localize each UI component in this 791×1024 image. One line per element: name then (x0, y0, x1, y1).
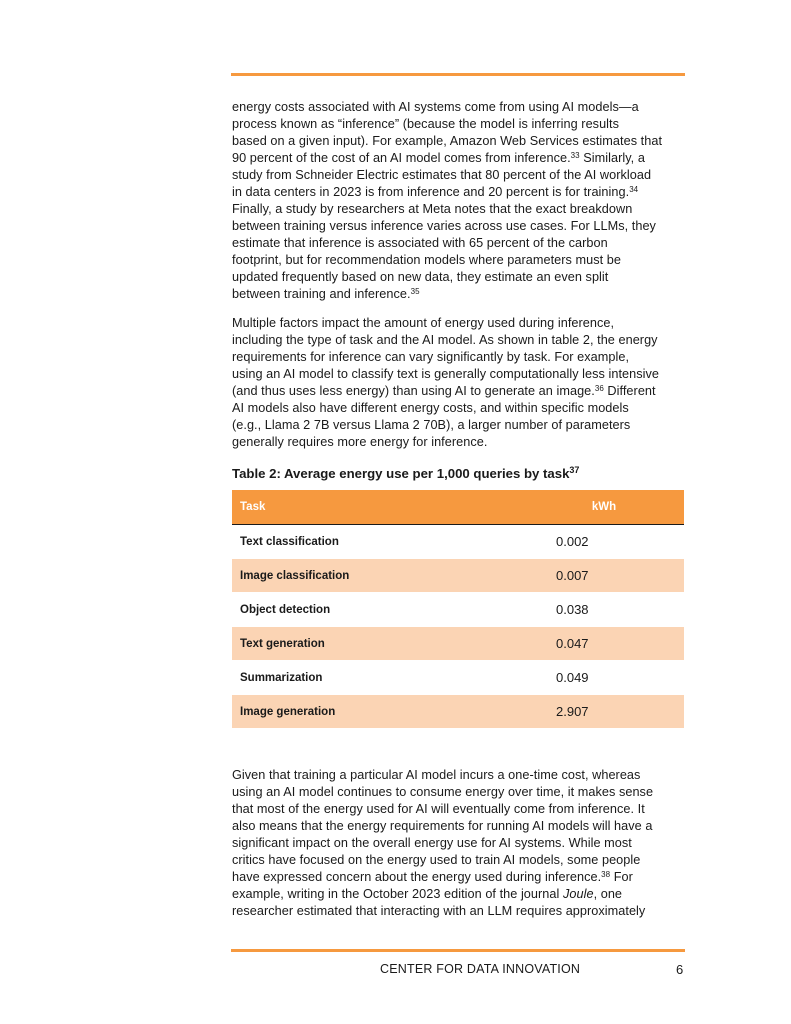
text-line: Finally, a study by researchers at Meta notes that the exact breakdown (232, 202, 633, 216)
paragraph-2 (232, 315, 684, 451)
table-row (232, 627, 684, 661)
text-line: study from Schneider Electric estimates that 80 percent of the AI workload (232, 168, 652, 182)
footer-org: CENTER FOR DATA INNOVATION (380, 962, 581, 976)
task-cell: Text generation (232, 627, 464, 661)
text-line (232, 869, 684, 886)
journal-title: Joule (562, 887, 594, 901)
paragraph-3 (232, 767, 684, 920)
kwh-cell: 0.047 (464, 627, 684, 661)
table-row (232, 559, 684, 593)
text-line: between training versus inference varies across use cases. For LLMs, they (232, 219, 656, 233)
text-line: updated frequently based on new data, they estimate an even split (232, 270, 609, 284)
text-segment: , one (593, 887, 623, 901)
text-segment: example, writing in the October 2023 edition of the journal (232, 887, 563, 901)
text-segment: Different (603, 384, 656, 398)
kwh-cell: 2.907 (464, 695, 684, 729)
footnote-ref[interactable]: 38 (601, 870, 611, 879)
footnote-ref[interactable]: 37 (569, 465, 580, 475)
table-header-row (232, 490, 684, 525)
text-line: generally requires more energy for inference. (232, 435, 488, 449)
footnote-ref[interactable]: 33 (570, 151, 580, 160)
text-segment: have expressed concern about the energy used during inference. (232, 870, 602, 884)
text-segment: 90 percent of the cost of an AI model comes from inference. (232, 151, 571, 165)
text-line: process known as “inference” (because the model is inferring results (232, 117, 620, 131)
text-line: also means that the energy requirements for running AI models will have a (232, 819, 653, 833)
footnote-ref[interactable]: 36 (594, 384, 604, 393)
text-line: footprint, but for recommendation models where parameters must be (232, 253, 621, 267)
text-line: significant impact on the overall energy use for AI systems. While most (232, 836, 632, 850)
paragraph-3-block (232, 767, 684, 920)
kwh-cell: 0.002 (464, 525, 684, 559)
kwh-cell: 0.038 (464, 593, 684, 627)
table-row (232, 525, 684, 559)
text-segment: (and thus uses less energy) than using AI to generate an image. (232, 384, 595, 398)
text-segment: For (610, 870, 633, 884)
text-line: energy costs associated with AI systems come from using AI models—a (232, 100, 639, 114)
text-segment: in data centers in 2023 is from inference and 20 percent is for training. (232, 185, 630, 199)
paragraph-1 (232, 99, 684, 303)
text-line: estimate that inference is associated with 65 percent of the carbon (232, 236, 608, 250)
text-line: using an AI model continues to consume energy over time, it makes sense (232, 785, 654, 799)
page-number: 6 (676, 962, 684, 977)
text-line: Multiple factors impact the amount of energy used during inference, (232, 316, 615, 330)
task-cell: Object detection (232, 593, 464, 627)
energy-table (232, 490, 684, 729)
text-line (232, 383, 684, 400)
kwh-cell: 0.049 (464, 661, 684, 695)
footnote-ref[interactable]: 35 (410, 287, 420, 296)
bottom-rule (231, 949, 685, 952)
text-line (232, 150, 684, 167)
text-line: critics have focused on the energy used to train AI models, some people (232, 853, 641, 867)
column-header-kwh: kWh (464, 490, 684, 525)
text-line: (e.g., Llama 2 7B versus Llama 2 70B), a larger number of parameters (232, 418, 631, 432)
text-line (232, 286, 684, 303)
text-line: using an AI model to classify text is generally computationally less intensive (232, 367, 660, 381)
text-line: that most of the energy used for AI will eventually come from inference. It (232, 802, 645, 816)
task-cell: Summarization (232, 661, 464, 695)
task-cell: Image classification (232, 559, 464, 593)
text-line: AI models also have different energy costs, and within specific models (232, 401, 629, 415)
text-segment: between training and inference. (232, 287, 411, 301)
text-line: requirements for inference can vary significantly by task. For example, (232, 350, 630, 364)
text-line (232, 184, 684, 201)
table-row (232, 661, 684, 695)
table-row (232, 695, 684, 729)
table-title (232, 465, 684, 483)
footnote-ref[interactable]: 34 (629, 185, 639, 194)
task-cell: Image generation (232, 695, 464, 729)
table-row (232, 593, 684, 627)
table-title-text: Table 2: Average energy use per 1,000 queries by task (232, 466, 570, 481)
text-line: including the type of task and the AI model. As shown in table 2, the energy (232, 333, 658, 347)
column-header-task: Task (232, 490, 464, 525)
text-line: based on a given input). For example, Amazon Web Services estimates that (232, 134, 663, 148)
top-rule (231, 73, 685, 76)
kwh-cell: 0.007 (464, 559, 684, 593)
text-line: Given that training a particular AI model incurs a one-time cost, whereas (232, 768, 641, 782)
task-cell: Text classification (232, 525, 464, 559)
main-content (232, 99, 684, 729)
text-line: researcher estimated that interacting with an LLM requires approximately (232, 904, 646, 918)
text-line (232, 886, 684, 903)
text-segment: Similarly, a (579, 151, 645, 165)
